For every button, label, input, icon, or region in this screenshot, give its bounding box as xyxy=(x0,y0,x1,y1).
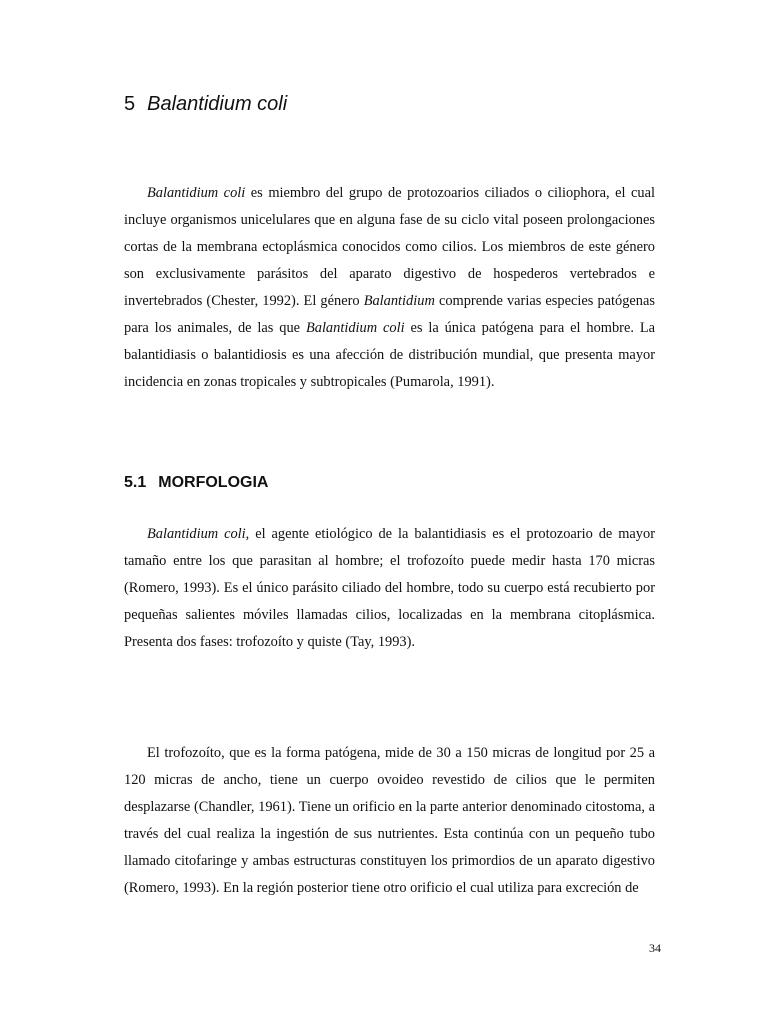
genus-name: Balantidium xyxy=(363,293,435,309)
page-number: 34 xyxy=(649,941,661,955)
species-name: Balantidium coli xyxy=(305,320,405,336)
intro-paragraph xyxy=(124,180,655,396)
species-name: Balantidium coli xyxy=(147,185,246,201)
paragraph-text: es la única patógena para el hombre. La balantidiasis o balantidiosis es una afección de distribución mundial, que presenta mayor incidencia en zonas tropicales y subtropicales (Pumarola, 1991). xyxy=(124,320,656,390)
chapter-number: 5 xyxy=(124,93,136,115)
paragraph-text: comprende varias especies patógenas para los animales, de las que xyxy=(124,293,655,336)
section-title: MORFOLOGIA xyxy=(158,474,269,491)
section-heading xyxy=(124,472,268,494)
trophozoite-paragraph xyxy=(124,740,655,902)
paragraph-text: , el agente etiológico de la balantidiasis es el protozoario de mayor tamaño entre los que parasitan al hombre; el trofozoíto puede medir hasta 170 micras (Romero, 1993). Es el único parásito ciliado del hombre, todo su cuerpo está recubierto por pequeñas salientes móviles llamadas cilios, localizadas en la membrana citoplásmica. Presenta dos fases: trofozoíto y quiste (Tay, 1993). xyxy=(124,526,655,650)
species-name: Balantidium coli xyxy=(147,526,246,542)
chapter-title: Balantidium coli xyxy=(147,93,288,115)
paragraph-text: es miembro del grupo de protozoarios ciliados o ciliophora, el cual incluye organismos unicelulares que en alguna fase de su ciclo vital poseen prolongaciones cortas de la membrana ectoplásmica conocidos como cilios. Los miembros de este género son exclusivamente parásitos del aparato digestivo de hospederos vertebrados e invertebrados (Chester, 1992). El género xyxy=(124,185,655,309)
morphology-paragraph xyxy=(124,521,655,656)
paragraph-text: El trofozoíto, que es la forma patógena, mide de 30 a 150 micras de longitud por 25 a 120 micras de ancho, tiene un cuerpo ovoideo revestido de cilios que le permiten desplazarse (Chandler, 1961). Tiene un orificio en la parte anterior denominado citostoma, a través del cual realiza la ingestión de sus nutrientes. Esta continúa con un pequeño tubo llamado citofaringe y ambas estructuras constituyen los primordios de un aparato digestivo (Romero, 1993). En la región posterior tiene otro orificio el cual utiliza para excreción de xyxy=(124,745,655,896)
chapter-heading xyxy=(124,90,287,118)
section-number: 5.1 xyxy=(124,474,147,491)
